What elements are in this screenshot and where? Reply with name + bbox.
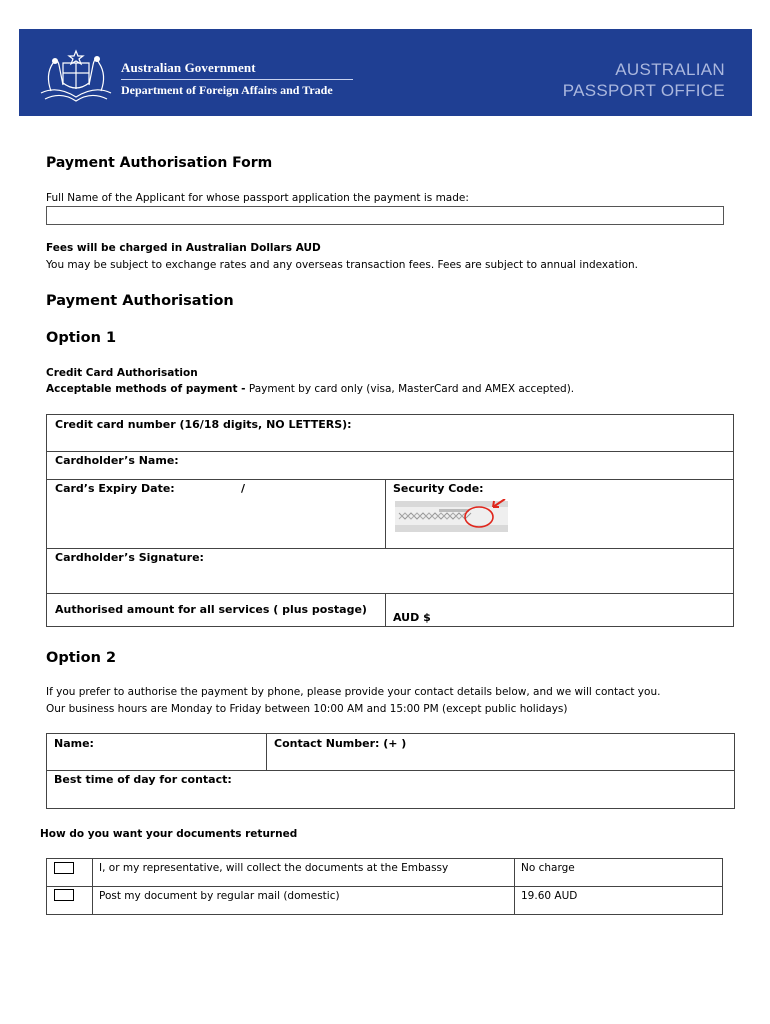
- coat-of-arms-icon: [37, 45, 115, 103]
- collect-checkbox[interactable]: [54, 862, 74, 874]
- post-option-price: 19.60 AUD: [521, 890, 578, 902]
- returns-table: [46, 858, 723, 915]
- expiry-date-field[interactable]: [55, 482, 381, 544]
- credit-card-table: [46, 414, 734, 627]
- contact-name-field[interactable]: [54, 737, 262, 767]
- header-banner: [19, 29, 752, 116]
- collect-option-text: I, or my representative, will collect the documents at the Embassy: [99, 862, 449, 874]
- expiry-separator: /: [241, 482, 246, 495]
- row-divider: [47, 479, 733, 480]
- option1-subtitle: Credit Card Authorisation: [46, 367, 198, 379]
- authorised-amount-field[interactable]: [393, 611, 729, 624]
- best-time-field[interactable]: [54, 773, 730, 806]
- row-divider: [47, 548, 733, 549]
- post-checkbox[interactable]: [54, 889, 74, 901]
- option2-intro-line2: Our business hours are Monday to Friday between 10:00 AM and 15:00 PM (except public holidays): [46, 703, 568, 715]
- row-divider: [47, 886, 722, 887]
- amount-currency: AUD $: [393, 611, 431, 624]
- expiry-date-label: Card’s Expiry Date:: [55, 482, 175, 495]
- section-title: Payment Authorisation: [46, 293, 234, 309]
- best-time-label: Best time of day for contact:: [54, 773, 232, 786]
- option2-intro-line1: If you prefer to authorise the payment by phone, please provide your contact details below, and we will contact you.: [46, 686, 661, 698]
- authorised-amount-label: Authorised amount for all services ( plus postage): [55, 603, 367, 616]
- office-line-1: AUSTRALIAN: [615, 60, 725, 79]
- form-title: Payment Authorisation Form: [46, 155, 273, 171]
- contact-number-field[interactable]: [274, 737, 730, 767]
- header-divider: [121, 79, 353, 80]
- post-option-text: Post my document by regular mail (domestic): [99, 890, 340, 902]
- payment-methods-text: Payment by card only (visa, MasterCard and AMEX accepted).: [245, 383, 575, 395]
- card-number-label: Credit card number (16/18 digits, NO LETTERS):: [55, 418, 352, 431]
- contact-number-label: Contact Number: (+ ): [274, 737, 407, 750]
- collect-option-price: No charge: [521, 862, 575, 874]
- column-divider: [266, 734, 267, 770]
- row-divider: [47, 593, 733, 594]
- payment-methods: [46, 383, 574, 395]
- cardholder-name-field[interactable]: [55, 454, 731, 476]
- fees-note: You may be subject to exchange rates and any overseas transaction fees. Fees are subject to annual indexation.: [46, 259, 639, 271]
- option1-title: Option 1: [46, 330, 117, 346]
- department-name: Department of Foreign Affairs and Trade: [121, 83, 333, 97]
- contact-name-label: Name:: [54, 737, 94, 750]
- contact-table: [46, 733, 735, 809]
- column-divider: [92, 859, 93, 914]
- returns-heading: How do you want your documents returned: [40, 828, 298, 840]
- column-divider: [385, 479, 386, 548]
- signature-field[interactable]: [55, 551, 731, 589]
- card-back-security-code-icon: [395, 499, 508, 534]
- column-divider: [514, 859, 515, 914]
- payment-methods-label: Acceptable methods of payment -: [46, 383, 246, 395]
- column-divider: [385, 593, 386, 626]
- card-number-field[interactable]: [55, 417, 731, 449]
- government-name: Australian Government: [121, 60, 256, 75]
- applicant-name-field[interactable]: [46, 206, 724, 225]
- signature-label: Cardholder’s Signature:: [55, 551, 204, 564]
- option2-title: Option 2: [46, 650, 117, 666]
- cardholder-name-label: Cardholder’s Name:: [55, 454, 179, 467]
- row-divider: [47, 451, 733, 452]
- row-divider: [47, 770, 734, 771]
- fees-heading: Fees will be charged in Australian Dollars AUD: [46, 242, 321, 254]
- passport-office-logo: [563, 59, 725, 101]
- office-line-2: PASSPORT OFFICE: [562, 81, 725, 100]
- applicant-name-label: Full Name of the Applicant for whose passport application the payment is made:: [46, 192, 469, 204]
- security-code-label: Security Code:: [393, 482, 484, 495]
